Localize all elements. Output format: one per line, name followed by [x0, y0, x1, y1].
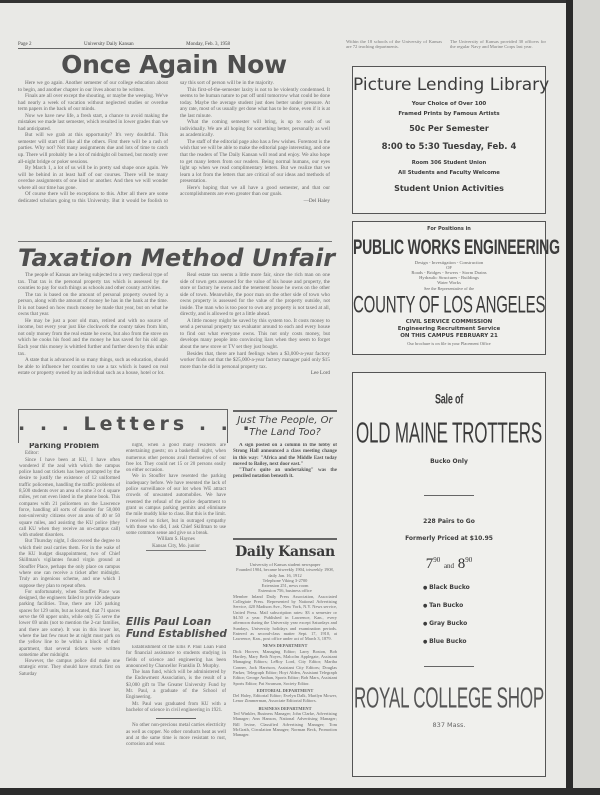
ad-price: 50c Per Semester — [409, 124, 489, 133]
page-number: Page 2 — [18, 42, 32, 47]
price-1: 7 — [425, 556, 434, 572]
ad-line: Formerly Priced at $10.95 — [405, 535, 493, 542]
paragraph: A sign posted on a column in the lobby of Strong Hall announced a class meeting change in this way: "Africa and the Middle East today moved to Bailey, next door east." — [233, 443, 337, 467]
color-option: ● Black Bucko — [423, 579, 545, 597]
letter-paragraph: We in Stouffer have resented the parking inadequacy before. We have resented the lack of police surveillance of our lot when WE attract crowds of unwanted automobiles. We have resented the refusal of the police department to grant us campus parking permits and eliminate the mile muddy hike to class. But this is the limit. I received no ticket, but in outraged sympathy with those who did, I ask Chief Skillman to use some common sense and give us a break. — [126, 474, 226, 537]
paragraph: Now we have new life, a fresh start, a chance to avoid making the mistakes we made last semester, which resulted in lower grades than we had anticipated. — [18, 112, 168, 132]
paragraph: The people of Kansas are being subjected to a very medieval type of tax. That tax is the personal property tax which is assessed by the counties to pay for such things as schools and other county activities. — [18, 272, 168, 292]
ad-line: Bucko Only — [430, 458, 468, 465]
taxation-body — [18, 272, 330, 406]
ad-line: Roads - Bridges - Sewers - Storm Drains — [411, 270, 487, 275]
ad-line: Engineering Recruitment Service — [397, 326, 501, 332]
ad-sponsor: Student Union Activities — [394, 184, 504, 193]
staff-list: Del Haley, Editorial Editor; Evelyn Dalk, Marilyn Mower, Lenor Zimmerman, Associate Editorial Editors. — [233, 693, 337, 704]
letter-paragraph: However, the campus police did make one strategic error. They should have struck first on Saturday — [19, 659, 120, 677]
paragraph: The tax is based on the amount of personal property owned by a person, along with the amount of money he has in the bank at the time. It is not based on how much money he made that year, but on what he owns that year. — [18, 291, 168, 318]
byline: —Del Haley — [303, 197, 330, 204]
letter-paragraph: But Thursday night, I discovered the degree to which their zeal carries them. For in the wake of the KU budget disappointment, two of Chief Skillman's vigilantes found virgin ground at Stouffer Place, perhaps the only place on campus where one can receive a ticket after midnight. Truly an ingenious scheme, and one which I suppose they plan to repeat often. — [19, 539, 120, 589]
divider — [156, 718, 196, 719]
ad-line: Sale of — [434, 391, 464, 407]
color-option: ● Gray Bucko — [423, 615, 545, 633]
ad-price — [353, 556, 545, 573]
paragraph: But will we grab at this opportunity? It's very doubtful. This semester will start off like all the others. First there will be a rash of parties. Why not? Not many assignments due and lots of time to catch up. There will probably be a lot of midnight oil burned, but mostly over all-night bridge or poker sessions. — [18, 132, 168, 165]
text-list — [126, 443, 226, 537]
letter-column-1 — [19, 443, 120, 763]
byline: Lee Lord — [310, 370, 330, 377]
ad-time: 8:00 to 5:30 Tuesday, Feb. 4 — [381, 142, 517, 152]
ad-headline: OLD MAINE TROTTERS — [356, 417, 542, 450]
section-heading: EDITORIAL DEPARTMENT — [256, 687, 314, 693]
paragraph: He may be just a poor old man, retired and with no source of income, but every year just like clockwork the county takes from him, not only money from the real estate he owns, but also from the stove on which he cooks his food and the money he has saved for his old age. Each year this money is whittled further and further down by this unfair tax. — [18, 317, 168, 357]
ad-line: For Positions in — [427, 226, 471, 232]
ad-line: All Students and Faculty Welcome — [398, 170, 500, 176]
ad-headline: Picture Lending Library — [353, 75, 550, 95]
shop-name: ROYAL COLLEGE SHOP — [353, 682, 545, 715]
ad-line: Framed Prints by Famous Artists — [398, 111, 500, 117]
paragraph: A little money might be saved by this system too. It costs money to send a personal property tax evaluator around to each and every house to find out what everyone owns. This not only costs money, but develops many people into convincing liars when they seem to forget about the new stove or TV set they just bought. — [180, 317, 330, 351]
letter-paragraph: For unfortunately, when Stouffer Place was designed, the engineers failed to provide adequate parking facilities. True, there are 126 parking spaces for 129 units, but as located, that 71 spaces serve the 60 upper units, while only 55 serve the lower 69 units (not to mention the 2-car families, and there are some). It was in this lower lot, where the last few must be at night must park on the yellow line to be within a block of their apartment, that several tickets were written sometime after midnight. — [19, 589, 120, 658]
letter-paragraph: Since I have been at KU, I have often wondered if the zeal with which the campus police hand out tickets has been prompted by the desire to justify the existence of 12 uniformed traffic policemen, handling the traffic problems of 8,500 students over an area of some 3 or 4 square miles, yet not even listed in the phone book. This compares with 21 policemen on the Lawrence force, handling all sorts of disorder for 50,000 non-university citizens over an area of 40 or 50 square miles, and assisting the KU police (they call KU when they receive an on-campus call) with student disorders. — [19, 457, 120, 539]
letter-signature: William S. Haynes — [157, 537, 195, 543]
adjacent-page-strip — [573, 0, 600, 795]
ellis-body — [126, 645, 226, 765]
ad-headline: PUBLIC WORKS ENGINEERING — [353, 233, 560, 259]
price-2-cents: 90 — [465, 556, 473, 564]
section-heading: BUSINESS DEPARTMENT — [258, 705, 312, 711]
ad-line: Water Works — [437, 280, 461, 285]
masthead-logo: Daily Kansan — [235, 544, 335, 560]
divider — [424, 666, 474, 667]
letter-paragraph: night, when a good many residents are entertaining guests; on a basketball night, when numerous other persons avail themselves of our free lot. They could net 15 or 20 persons easily on either occasion. — [126, 443, 226, 474]
price-1-cents: 90 — [433, 556, 441, 564]
price-2: 8 — [457, 556, 466, 572]
text-list — [18, 80, 330, 204]
paragraph: Real estate tax seems a little more fair, since the rich man on one side of town gets assessed for the value of his house and property, the store or factory he owns and the tenement house he owns on the other side of town. Meanwhile, the poor man on the other side of town who owns property is assessed for the value of the property outside, not inside. The man who is too poor to own any property is not taxed at all, directly, and is allowed to get a little ahead. — [180, 272, 330, 318]
divider — [424, 495, 474, 496]
staff-list: Ted Winkler, Business Manager; John Clarke, Advertising Manager; Ann Hanson, National Advertising Manager; Bill Irvine, Classified Advertising Manager; Tom McGrath, Circulation Manager; Norman Beck, Promotion Manager. — [233, 711, 337, 738]
filler-blurbs — [346, 39, 546, 50]
letter-column-2 — [126, 443, 226, 613]
ad-line: OF — [446, 265, 452, 270]
shop-address: 837 Mass. — [432, 721, 466, 729]
price-and: and — [443, 562, 455, 570]
letter-paragraph: Editor: — [25, 451, 39, 457]
masthead-line: Telephone Viking 3-2700 — [262, 577, 308, 583]
ad-line: ON THIS CAMPUS FEBRUARY 21 — [400, 333, 498, 339]
page-edge-right — [566, 0, 573, 795]
paragraph: Besides that, there are hard feelings when a $3,000-a-year factory worker finds out that the $25,000-a-year factory manager paid only $15 more than he did in personal property tax. — [180, 350, 330, 370]
text-list — [353, 579, 545, 651]
ad-line: CIVIL SERVICE COMMISSION — [405, 319, 493, 325]
color-option: ● Tan Bucko — [423, 597, 545, 615]
letter-heading: Parking Problem — [29, 443, 100, 450]
paragraph: What the coming semester will bring, is up to each of us individually. We are all hoping for something better, personally as well as academically. — [180, 119, 330, 139]
ellis-headline: Ellis Paul Loan Fund Established — [126, 616, 227, 640]
ad-line: See the Representative of the — [423, 286, 475, 291]
item-headline: Just The People, Or The Land Too? — [237, 415, 333, 438]
page-edge-bottom — [0, 788, 600, 795]
ad-old-maine-trotters — [352, 372, 546, 777]
paragraph: Here we go again. Another semester of our college education about to begin, and another chapter in our lives about to be written. — [18, 80, 168, 93]
blurb: Within the 18 schools of the University of Kansas are 72 teaching departments. — [346, 39, 442, 50]
paragraph: Here's hoping that we all have a good semester, and that our accomplishments are even greater than our goals. — [180, 184, 330, 198]
ad-line: Room 306 Student Union — [411, 160, 487, 166]
paragraph: "That's quite an undertaking" was the penciled notation beneath it. — [233, 468, 337, 480]
color-option: ● Blue Bucko — [423, 633, 545, 651]
issue-date: Monday, Feb. 3, 1958 — [186, 42, 230, 47]
ad-picture-lending-library — [352, 66, 550, 214]
paragraph: The staff of the editorial page also has a few wishes. Foremost is the wish that we will be able to make the editorial page interesting, and one that the readers of The Daily Kansan will read and enjoy. We also hope to get many letters from our readers. Being normal humans, our eyes light up when we read complimentary letters. But we realize that we learn a lot from the letters that are critical of our ideas and methods of presentation. — [180, 138, 330, 185]
text-list — [18, 272, 330, 377]
blurb: The University of Kansas provided 30 officers for the regular Navy and Marine Corps last year. — [450, 39, 546, 50]
paragraph: A state that is advanced in so many things, such as education, should be able to influence her counties to use a tax which is based on real estate or property owned by an individual such as a house, hotel or lot. — [18, 357, 168, 377]
paragraph: The loan fund, which will be administered by the Endowment Association, is the result of a $3,000 gift to The Greater University Fund by Mr. Paul, a graduate of the School of Engineering. — [126, 670, 226, 701]
ad-line: Our brochure is on file in your Placement Office — [407, 341, 491, 346]
ad-county: COUNTY OF LOS ANGELES — [353, 291, 546, 320]
paragraph: Of course there will be exceptions to this. After all there are some dedicated scholars going to this University. But it would be foolish to say this sort of person will be in the majority. — [18, 80, 274, 204]
masthead-line: Founded 1904, became biweekly 1904, triweekly 1908, daily Jan. 16, 1912 — [236, 567, 334, 578]
masthead-body: Member Inland Daily Press Association, Associated Collegiate Press. Represented by National Advertising Service, 420 Madison Ave., New York, N.Y. News service, United Press. Mail subscription rates: $3 a semester or $4.50 a year. Published in Lawrence, Kan., every afternoon during the University year except Saturdays and Sundays, University holidays and examination periods. Entered as second-class matter Sept. 17, 1910, at Lawrence, Kan., post office under act of March 3, 1879. — [233, 593, 337, 642]
just-the-people-item — [233, 410, 337, 481]
masthead-line: Extension 756, business office — [258, 588, 312, 594]
editorial-body — [18, 80, 330, 238]
page-edge-top — [0, 0, 600, 3]
letter-signature-hometown: Kansas City, Mo. junior — [146, 544, 206, 551]
ad-line: Hydraulic Structures - Buildings — [419, 275, 479, 280]
staff-list: Dick Hoover, Managing Editor; Larry Boston, Bob Hartley, Mary Beth Noyes, Malcolm Applegate, Assistant Managing Editors; LeRoy Lord, City Editor; Martha Conner, Jack Harrison, Assistant City Editors; Douglas Parker, Telegraph Editor; Hoyt Alden, Assistant Telegraph Editor; George Anthan, Sports Editor; Bob Marx, Assistant Sports Editor; Pat Swanson, Society Editor. — [233, 648, 337, 686]
letters-headline: . . . Letters . . . — [18, 413, 254, 435]
editorial-headline: Once Again Now — [61, 50, 287, 79]
paragraph: Establishment of the Ellis P. Paul Loan Fund for financial assistance to students studying in fields of science and engineering has been announced by Chancellor Franklin D. Murphy. — [126, 645, 226, 669]
taxation-headline: Taxation Method Unfair — [18, 244, 336, 272]
text-list — [126, 645, 226, 714]
paragraph: Finals are all over except the shouting, or maybe the weeping. We've had nearly a week of vacation without neglected studies or overdue term papers in the back of our minds. — [18, 93, 168, 113]
paragraph: Mr. Paul was graduated from KU with a bachelor of science in civil engineering in 1921. — [126, 701, 226, 713]
ad-line: Your Choice of Over 100 — [411, 101, 487, 107]
ad-los-angeles-county — [352, 221, 560, 355]
section-heading: NEWS DEPARTMENT — [262, 643, 308, 649]
masthead-line: University of Kansas student newspaper — [249, 562, 321, 567]
filler-note: No other non-precious metal carries electricity as well as copper. No other conducts heat as well and at the same time is more resistant to rust, corrosion and wear. — [126, 723, 226, 748]
paragraph: This first-of-the-semester laxity is not to be violently condemned. It seems to be human nature to put off until tomorrow what could be done today. Maybe the average student just does better under pressure. At any rate, most of us usually get done what has to be done, even if it is at the last minute. — [180, 86, 330, 119]
paragraph: By March 1, a lot of us will be in pretty sad shape once again. We will be behind in at least half of our courses. There will be many overdue assignments of one kind or another. And then we will wonder where all our time has gone. — [18, 165, 168, 191]
ad-line: Design - Investigation - Construction — [414, 260, 484, 265]
masthead-line: Extension 251, news room — [261, 583, 309, 589]
page-header — [18, 42, 230, 49]
masthead — [233, 538, 337, 738]
text-list — [233, 562, 337, 594]
divider — [18, 241, 332, 242]
text-list — [19, 451, 120, 678]
ad-line: 228 Pairs to Go — [423, 518, 475, 525]
paper-name: University Daily Kansan — [83, 42, 134, 47]
text-list — [233, 443, 337, 481]
